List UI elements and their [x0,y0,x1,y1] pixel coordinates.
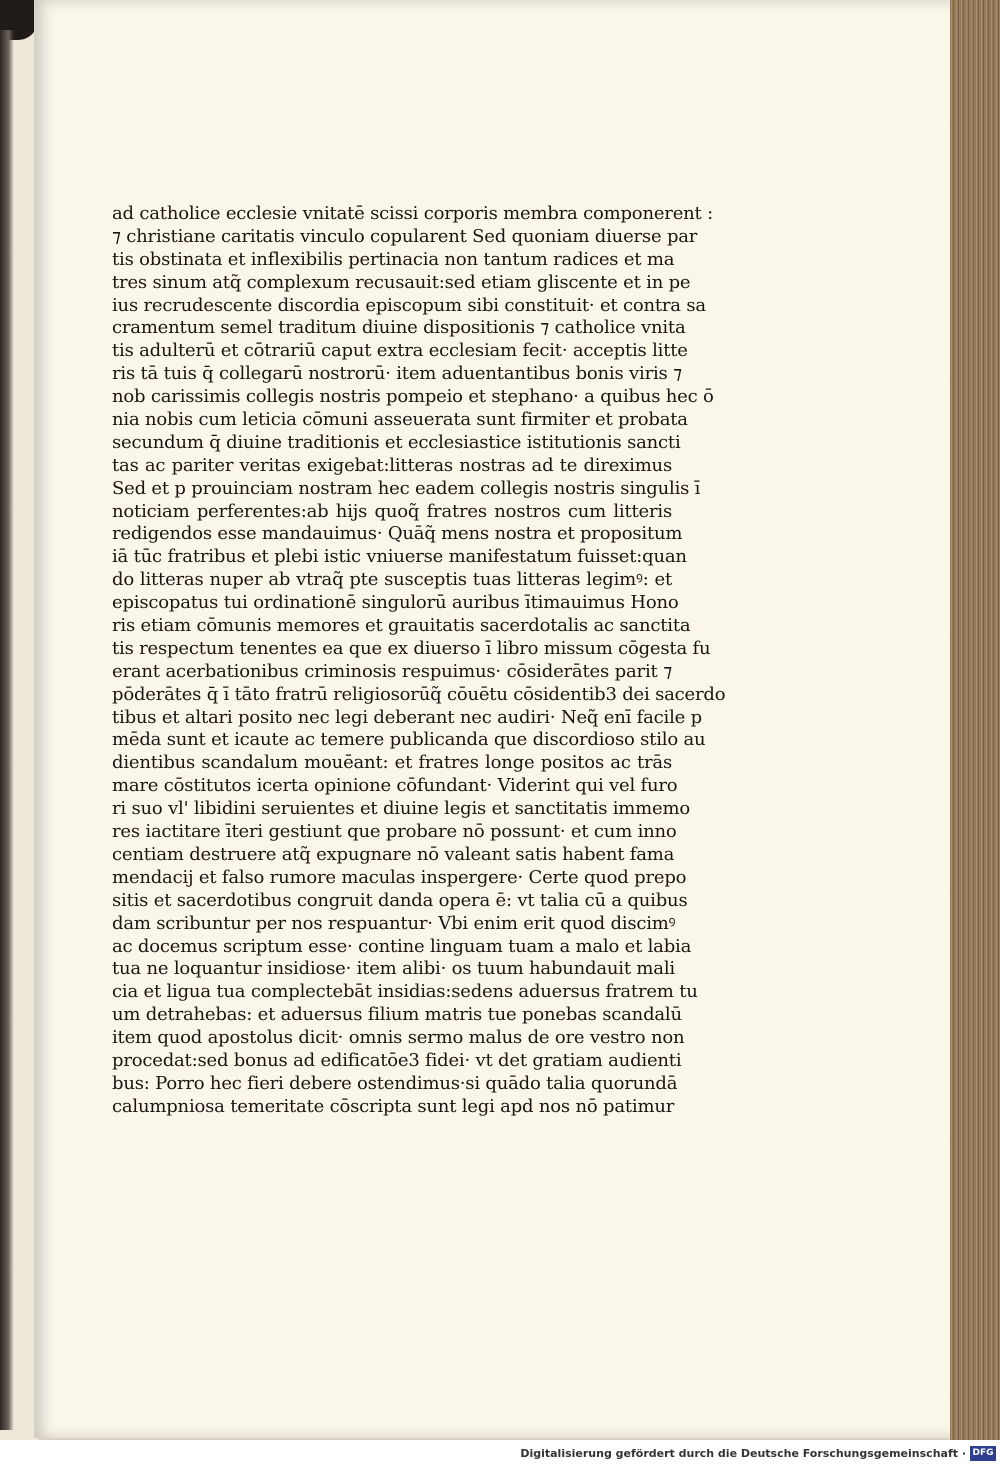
facing-page-edge [0,0,38,1470]
text-line: ac docemus scriptum esse· contine linguam tuam a malo et labia [112,935,692,957]
text-line: episcopatus tui ordinationē singulorū auribus ītimauimus Hono [112,592,679,614]
text-line: do litteras nuper ab vtraq̃ pte susceptis tuas litteras legimꝰ: et [112,569,672,591]
text-line: nia nobis cum leticia cōmuni asseuerata sunt firmiter et probata [112,409,688,431]
text-line: tis obstinata et inflexibilis pertinacia non tantum radices et ma [112,248,675,270]
text-line: mare cōstitutos icerta opinione cōfundant· Viderint qui vel furo [112,775,678,797]
funding-credit: Digitalisierung gefördert durch die Deutsche Forschungsgemeinschaft · [520,1447,966,1460]
text-line: res iactitare īteri gestiunt que probare nō possunt· et cum inno [112,821,677,843]
text-line: mēda sunt et icaute ac temere publicanda que discordioso stilo au [112,729,706,751]
text-line: pōderātes q̄ ī tāto fratrū religiosorūq̃ cōuētu cōsidentib3 dei sacerdo [112,683,726,705]
text-line: dientibus scandalum mouēant: et fratres longe positos ac trās [112,752,672,774]
text-line: mendacij et falso rumore maculas inspergere· Certe quod prepo [112,866,687,888]
text-line: item quod apostolus dicit· omnis sermo malus de ore vestro non [112,1027,685,1049]
text-column [112,203,726,1119]
gutter-shadow [0,30,14,1430]
text-line: ius recrudescente discordia episcopum sibi constituit· et contra sa [112,294,706,316]
text-line: tibus et altari posito nec legi deberant nec audiri· Neq̃ enī facile p [112,706,702,728]
text-line: um detrahebas: et aduersus filium matris tue ponebas scandalū [112,1004,682,1026]
text-line: secundum q̄ diuine traditionis et ecclesiastice istitutionis sancti [112,431,681,453]
text-line: tua ne loquantur insidiose· item alibi· os tuum habundauit mali [112,958,675,980]
text-line: cramentum semel traditum diuine dispositionis ⁊ catholice vnita [112,317,686,339]
text-line: cia et ligua tua complectebāt insidias:sedens aduersus fratrem tu [112,981,698,1003]
text-line: bus: Porro hec fieri debere ostendimus·si quādo talia quorundā [112,1072,678,1094]
text-line: redigendos esse mandauimus· Quāq̃ mens nostra et propositum [112,523,683,545]
dfg-logo: DFG [970,1446,996,1461]
text-line: iā tūc fratribus et plebi istic vniuerse manifestatum fuisset:quan [112,546,687,568]
text-line: calumpniosa temeritate cōscripta sunt legi apd nos nō patimur [112,1095,675,1117]
text-line: dam scribuntur per nos respuantur· Vbi enim erit quod discimꝰ [112,912,676,934]
text-line: ris tā tuis q̄ collegarū nostrorū· item aduentantibus bonis viris ⁊ [112,363,682,385]
text-line: tis respectum tenentes ea que ex diuerso ī libro missum cōgesta fu [112,637,711,659]
page-edges [950,0,1000,1440]
text-line: noticiam perferentes:ab hijs quoq̃ fratres nostros cum litteris [112,500,672,522]
text-line: tres sinum atq̃ complexum recusauit:sed etiam gliscente et in pe [112,271,691,293]
text-line: Sed et p prouinciam nostram hec eadem collegis nostris singulis ī [112,477,701,499]
text-line: erant acerbationibus criminosis respuimus· cōsiderātes parit ⁊ [112,660,672,682]
text-line: sitis et sacerdotibus congruit danda opera ē: vt talia cū a quibus [112,889,688,911]
text-line: ad catholice ecclesie vnitatē scissi corporis membra componerent : [112,203,713,224]
text-line: ris etiam cōmunis memores et grauitatis sacerdotalis ac sanctita [112,615,691,637]
text-line: ri suo vl' libidini seruientes et diuine legis et sanctitatis immemo [112,798,691,820]
text-line: procedat:sed bonus ad edificatōe3 fidei· vt det gratiam audienti [112,1049,682,1071]
text-line: tas ac pariter veritas exigebat:litteras nostras ad te direximus [112,454,672,476]
text-line: nob carissimis collegis nostris pompeio et stephano· a quibus hec ō [112,386,714,408]
text-line: centiam destruere atq̃ expugnare nō valeant satis habent fama [112,843,675,865]
text-line: tis adulterū et cōtrariū caput extra ecclesiam fecit· acceptis litte [112,340,688,362]
text-line: ⁊ christiane caritatis vinculo copularent Sed quoniam diuerse par [112,225,698,247]
